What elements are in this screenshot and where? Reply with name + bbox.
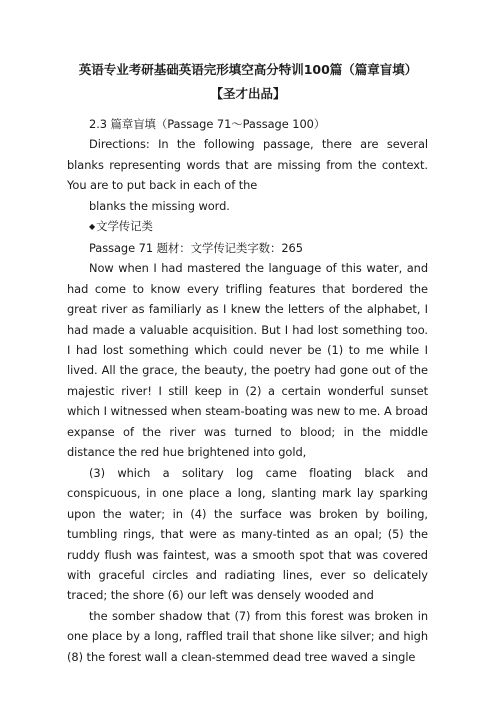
section-heading: 2.3 篇章盲填（Passage 71～Passage 100） (89, 117, 326, 131)
directions-continuation: blanks the missing word. (89, 198, 230, 213)
passage-paragraph-1: Now when I had mastered the language of this water, and had come to know every trifling features that bordered the great river as familiarly as I knew the letters of the alphabet, I had made a valuable acquisition. But I had lost something too. I had lost something which could never be (1) to me while I lived. All the grace, the beauty, the poetry had gone out of the majestic river! I still keep in (2) a certain wonderful sunset which I witnessed when steam-boating was new to me. A broad expanse of the river was turned to blood; in the middle distance the red hue brightened into gold, (67, 261, 428, 460)
directions-text: Directions: In the following passage, there are several blanks representing words that are missing from the context. You are to put back in each of the (67, 137, 428, 193)
passage-info: Passage 71 题材：文学传记类字数：265 (89, 240, 303, 255)
document-body (67, 114, 428, 667)
category-heading (67, 216, 428, 237)
document-subtitle: 【圣才出品】 (210, 86, 286, 101)
passage-paragraph-2: (3) which a solitary log came floating black and conspicuous, in one place a long, slanting mark lay sparking upon the water; in (4) the surface was broken by boiling, tumbling rings, that were as many-tinted as an opal; (5) the ruddy flush was faintest, was a smooth spot that was covered with graceful circles and radiating lines, ever so delicately traced; the shore (6) our left was densely wooded and (67, 465, 428, 603)
diamond-bullet-icon: ◆ (89, 222, 96, 232)
document-title: 英语专业考研基础英语完形填空高分特训100篇（篇章盲填） (78, 62, 418, 77)
passage-paragraph-3: the somber shadow that (7) from this forest was broken in one place by a long, raffled trail that shone like silver; and high (8) the forest wall a clean-stemmed dead tree waved a single (67, 608, 428, 664)
category-label: 文学传记类 (96, 219, 153, 234)
